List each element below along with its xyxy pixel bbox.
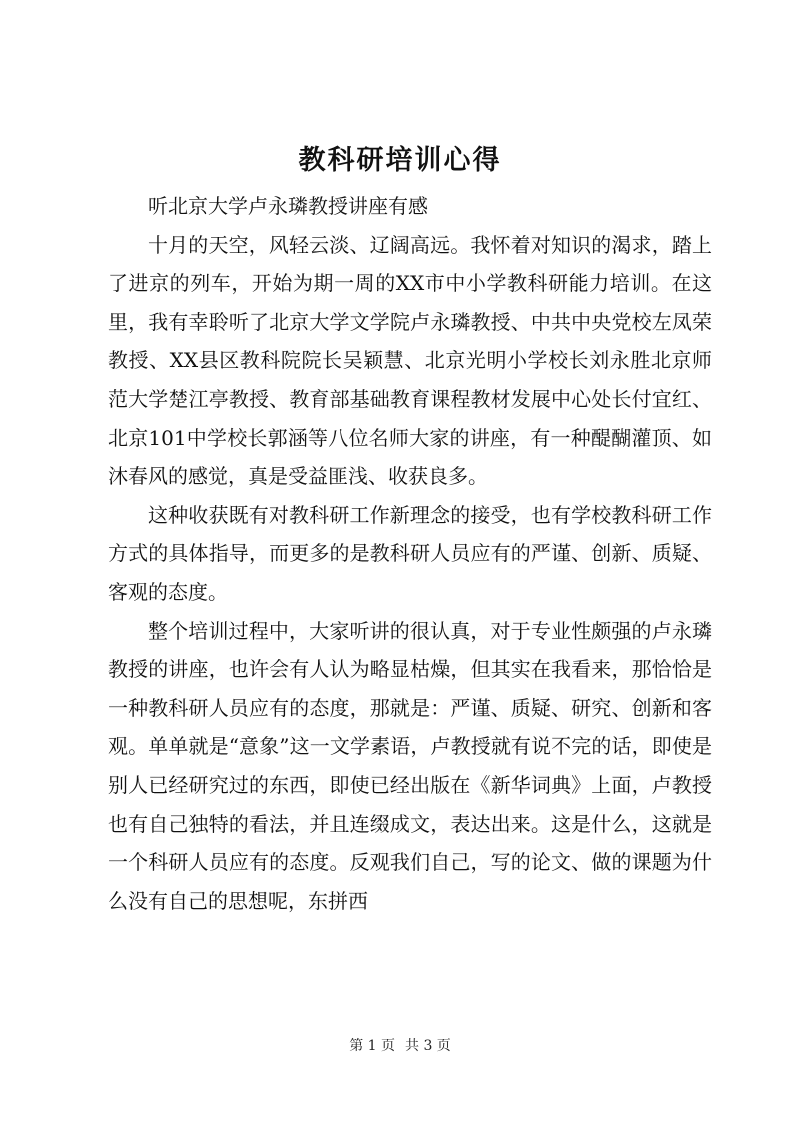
page-total: 共 3 页	[405, 1038, 451, 1054]
body-paragraph: 十月的天空，风轻云淡、辽阔高远。我怀着对知识的渴求，踏上了进京的列车，开始为期一周的XX市中小学教科研能力培训。在这里，我有幸聆听了北京大学文学院卢永璘教授、中共中央党校左凤荣教授、XX县区教科院院长吴颖慧、北京光明小学校长刘永胜北京师范大学楚江亭教授、教育部基础教育课程教材发展中心处长付宜红、北京101中学校长郭涵等八位名师大家的讲座，有一种醍醐灌顶、如沐春风的感觉，真是受益匪浅、收获良多。	[108, 232, 712, 489]
body-paragraph: 整个培训过程中，大家听讲的很认真，对于专业性颇强的卢永璘教授的讲座，也许会有人认为略显枯燥，但其实在我看来，那恰恰是一种教科研人员应有的态度，那就是：严谨、质疑、研究、创新和客观。单单就是“意象”这一文学素语，卢教授就有说不完的话，即使是别人已经研究过的东西，即使已经出版在《新华词典》上面，卢教授也有自己独特的看法，并且连缀成文，表达出来。这是什么，这就是一个科研人员应有的态度。反观我们自己，写的论文、做的课题为什么没有自己的思想呢，东拼西	[108, 618, 712, 913]
document-body	[108, 187, 712, 920]
document-title: 教科研培训心得	[298, 145, 502, 176]
page-number: 第 1 页	[349, 1038, 395, 1054]
body-paragraph: 这种收获既有对教科研工作新理念的接受，也有学校教科研工作方式的具体指导，而更多的是教科研人员应有的严谨、创新、质疑、客观的态度。	[108, 502, 712, 604]
page-footer	[0, 1036, 800, 1056]
subtitle-paragraph: 听北京大学卢永璘教授讲座有感	[148, 194, 428, 218]
